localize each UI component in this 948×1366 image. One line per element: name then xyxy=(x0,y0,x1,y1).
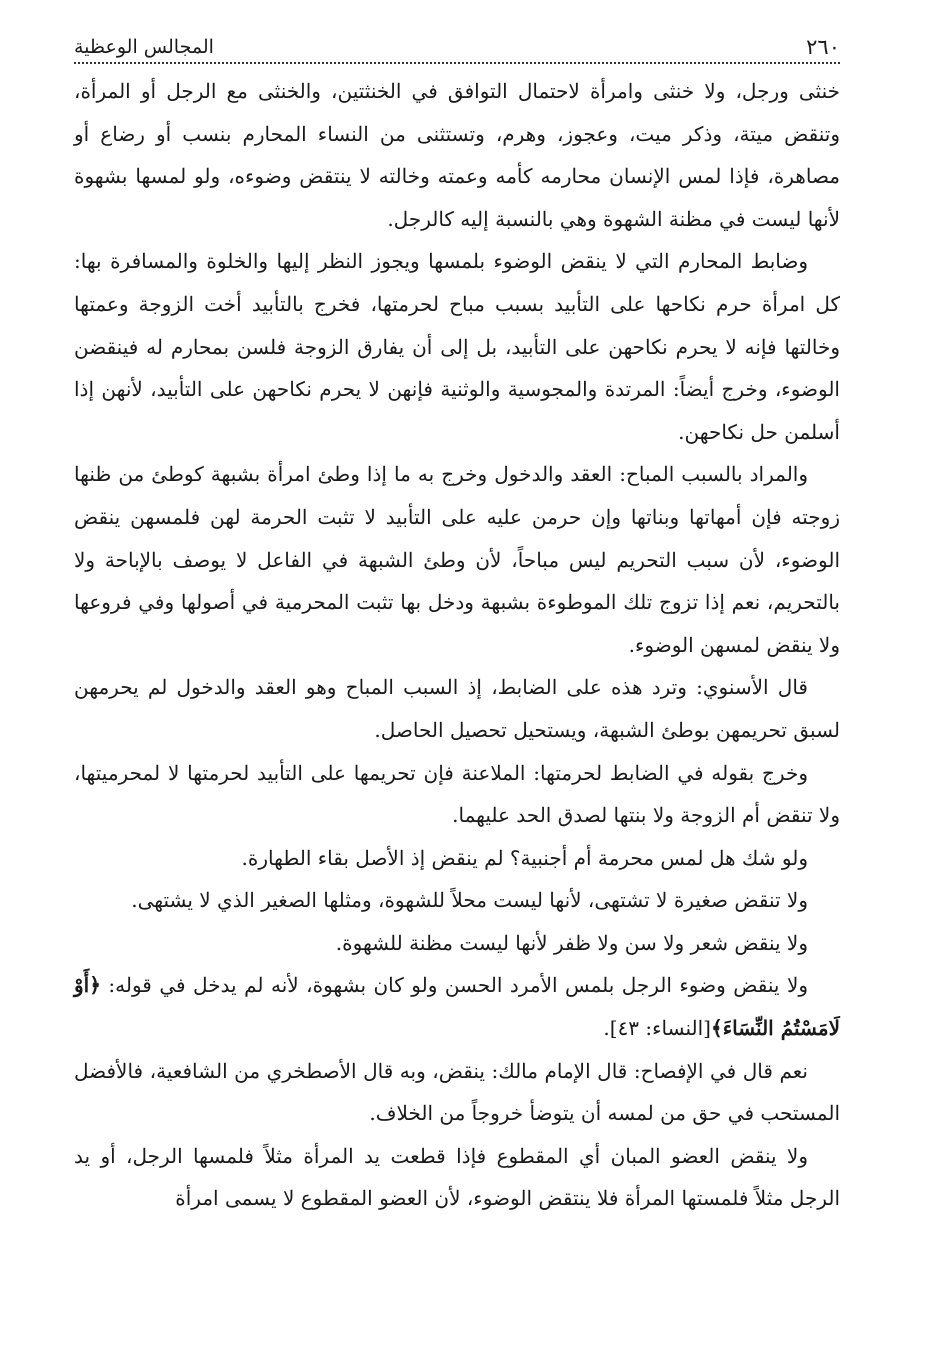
quran-citation: [النساء: ٤٣]. xyxy=(603,1016,711,1041)
quran-quote: ﴿أَوْ لَامَسْتُمُ النِّسَاءَ﴾ xyxy=(74,973,840,1041)
page-number: ٢٦٠ xyxy=(796,34,840,60)
paragraph: نعم قال في الإفصاح: قال الإمام مالك: ينقض، وبه قال الأصطخري من الشافعية، فالأفضل المستحب في حق من لمسه أن يتوضأ خروجاً من الخلاف. xyxy=(74,1058,840,1126)
book-title: المجالس الوعظية xyxy=(74,34,224,60)
paragraph: ولا ينقض شعر ولا سن ولا ظفر لأنها ليست مظنة للشهوة. xyxy=(335,930,808,955)
paragraph: ولو شك هل لمس محرمة أم أجنبية؟ لم ينقض إذ الأصل بقاء الطهارة. xyxy=(241,845,808,870)
paragraph: ولا تنقض صغيرة لا تشتهى، لأنها ليست محلاً للشهوة، ومثلها الصغير الذي لا يشتهى. xyxy=(131,888,808,913)
paragraph: وخرج بقوله في الضابط لحرمتها: الملاعنة فإن تحريمها على التأبيد لحرمتها لا لمحرميتها، ولا تنقض أم الزوجة ولا بنتها لصدق الحد عليهما. xyxy=(74,760,840,828)
paragraph-text: ولا ينقض وضوء الرجل بلمس الأمرد الحسن ولو كان بشهوة، لأنه لم يدخل في قوله: xyxy=(108,973,809,998)
paragraph: قال الأسنوي: وترد هذه على الضابط، إذ السبب المباح وهو العقد والدخول لم يحرمهن لسبق تحريمهن بوطئ الشبهة، ويستحيل تحصيل الحاصل. xyxy=(74,675,840,742)
paragraph: والمراد بالسبب المباح: العقد والدخول وخرج به ما إذا وطئ امرأة بشبهة كوطئ من ظنها زوجته فإن أمهاتها وبناتها وإن حرمن عليه على التأبيد لا تثبت الحرمة لهن فلمسهن ينقض الوضوء، لأن سبب التحريم ليس مباحاً، لأن وطئ الشبهة في الفاعل لا يوصف بالإباحة ولا بالتحريم، نعم إذا تزوج تلك الموطوءة بشبهة ودخل بها تثبت المحرمية في أصولها وفي فروعها ولا ينقض لمسهن الوضوء. xyxy=(74,462,840,657)
running-header xyxy=(74,34,840,64)
page-body xyxy=(74,70,840,1220)
paragraph-with-quote xyxy=(74,964,840,1049)
paragraph: ولا ينقض العضو المبان أي المقطوع فإذا قطعت يد المرأة مثلاً فلمسها الرجل، أو يد الرجل مثلاً فلمستها المرأة فلا ينتقض الوضوء، لأن العضو المقطوع لا يسمى امرأة xyxy=(74,1143,840,1211)
paragraph: خنثى ورجل، ولا خنثى وامرأة لاحتمال التوافق في الخنثتين، والخنثى مع الرجل أو المرأة، وتنقض ميتة، وذكر ميت، وعجوز، وهرم، وتستثنى من النساء المحارم بنسب أو رضاع أو مصاهرة، فإذا لمس الإنسان محارمه كأمه وعمته وخالته لا ينتقض وضوءه، ولو لمسها بشهوة لأنها ليست في مظنة الشهوة وهي بالنسبة إليه كالرجل. xyxy=(74,79,841,231)
book-page xyxy=(74,34,840,1220)
paragraph: وضابط المحارم التي لا ينقض الوضوء بلمسها ويجوز النظر إليها والخلوة والمسافرة بها: كل امرأة حرم نكاحها على التأبيد بسبب مباح لحرمتها، فخرج بالتأبيد أخت الزوجة وعمتها وخالتها فإنه لا يحرم نكاحهن على التأبيد، بل إلى أن يفارق الزوجة فلسن بمحارم له فينقضن الوضوء، وخرج أيضاً: المرتدة والمجوسية والوثنية فإنهن لا يحرم نكاحهن على التأبيد، لأنهن إذا أسلمن حل نكاحهن. xyxy=(74,249,840,444)
